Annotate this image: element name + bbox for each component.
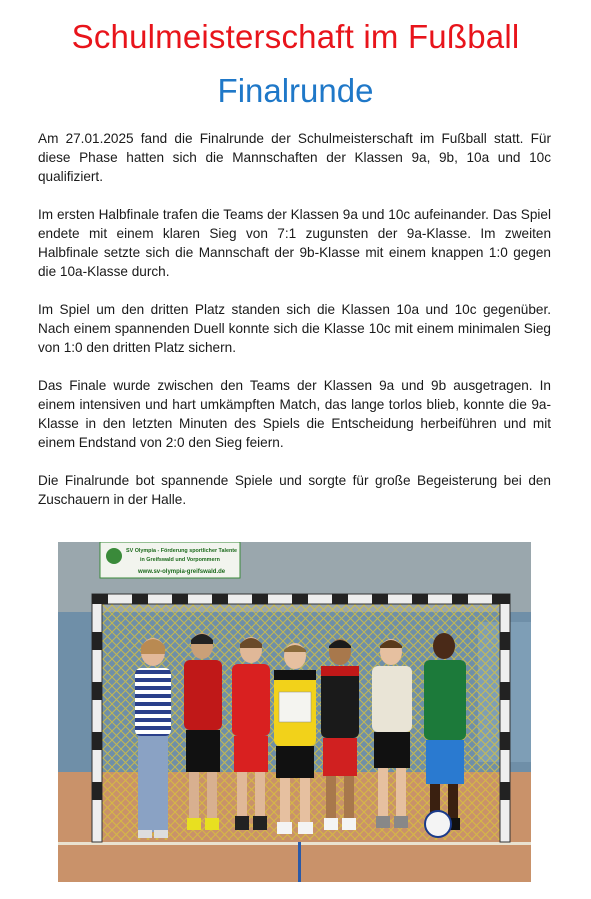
banner-line-2: in Greifswald und Vorpommern [140,557,220,563]
paragraph-4: Das Finale wurde zwischen den Teams der Klassen 9a und 9b ausgetragen. In einem intensiven und hart umkämpften Match, das lange torlos blieb, konnte die 9a-Klasse in den letzten Minuten des Spiels die Entscheidung herbeiführen und mit einem Endstand von 2:0 den Sieg feiern. [38,378,551,450]
article-body [38,129,551,528]
football [425,811,451,837]
page-subtitle: Finalrunde [217,72,374,109]
paragraph-5: Die Finalrunde bot spannende Spiele und sorgte für große Begeisterung bei den Zuschauern in der Halle. [38,473,551,507]
paragraph-3: Im Spiel um den dritten Platz standen sich die Klassen 10a und 10c gegenüber. Nach einem spannenden Duell konnte sich die Klasse 10c mit einem minimalen Sieg von 1:0 den dritten Platz sichern. [38,302,551,355]
team-photo [58,542,531,882]
page-title: Schulmeisterschaft im Fußball [71,18,520,55]
certificate [279,692,311,722]
paragraph-1: Am 27.01.2025 fand die Finalrunde der Schulmeisterschaft im Fußball statt. Für diese Phase hatten sich die Mannschaften der Klassen 9a, 9b, 10a und 10c qualifiziert. [38,131,551,184]
sponsor-banner [100,542,240,578]
banner-url: www.sv-olympia-greifswald.de [138,569,226,575]
paragraph-2: Im ersten Halbfinale trafen die Teams der Klassen 9a und 10c aufeinander. Das Spiel endete mit einem klaren Sieg von 7:1 zugunsten der 9a-Klasse. Im zweiten Halbfinale setzte sich die Mannschaft der 9b-Klasse mit einem knappen 1:0 gegen die 10a-Klasse durch. [38,207,551,279]
banner-line-1: SV Olympia - Förderung sportlicher Talente [126,548,238,554]
